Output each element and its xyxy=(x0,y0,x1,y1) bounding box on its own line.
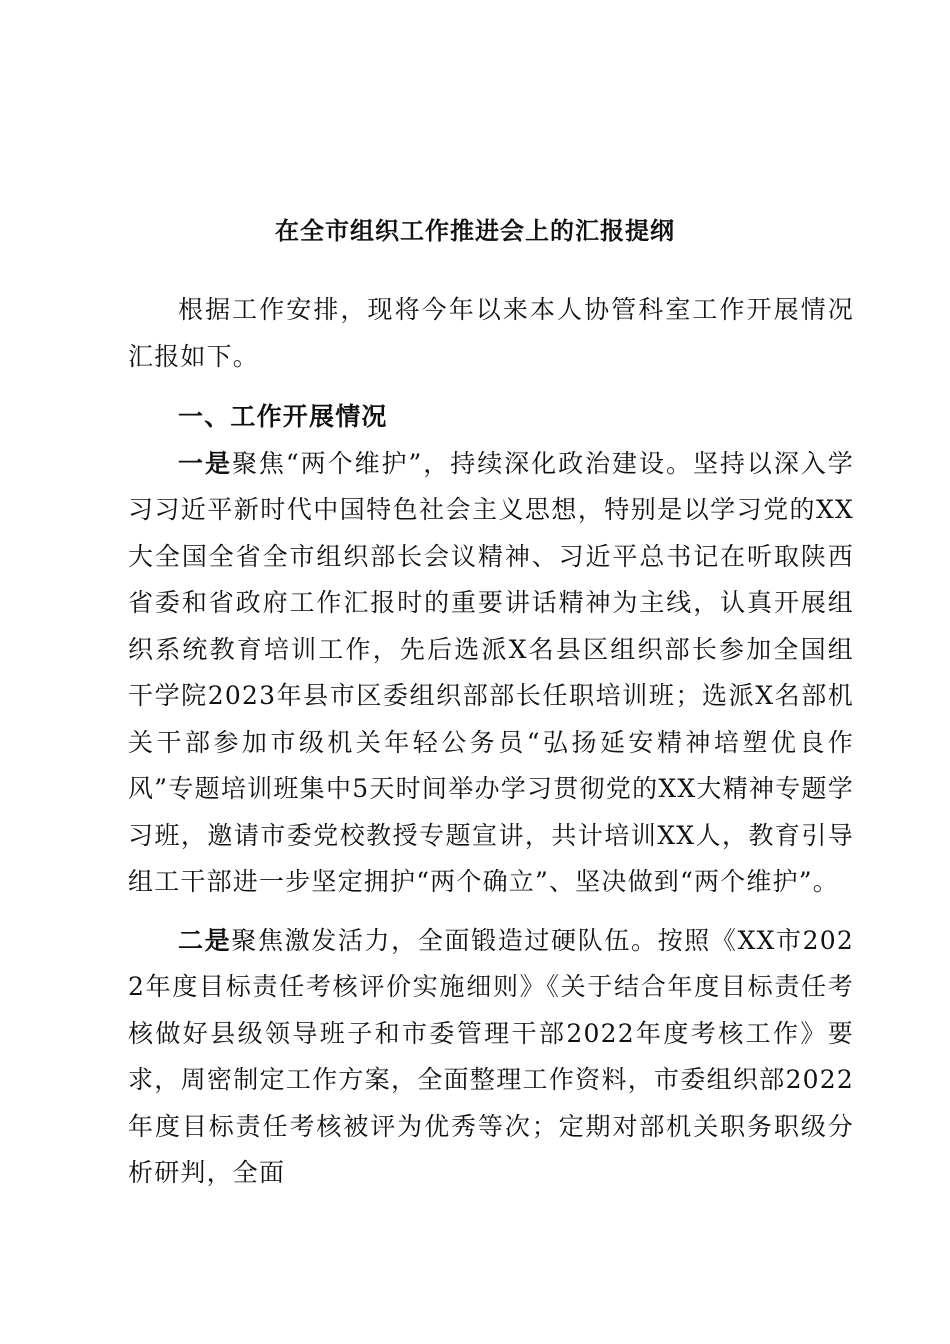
item-1-lead: 一是 xyxy=(178,448,232,478)
document-body xyxy=(128,287,854,1197)
item-2-paragraph xyxy=(128,918,854,1197)
item-2-text: 聚焦激发活力，全面锻造过硬队伍。按照《XX市2022年度目标责任考核评价实施细则》《关于结合年度目标责任考核做好县级领导班子和市委管理干部2022年度考核工作》要求，周密制定工作方案，全面整理工作资料，市委组织部2022年度目标责任考核被评为优秀等次；定期对部机关职务职级分析研判，全面 xyxy=(128,925,854,1187)
item-1-paragraph xyxy=(128,441,854,906)
item-1-text: 聚焦“两个维护”，持续深化政治建设。坚持以深入学习习近平新时代中国特色社会主义思想，特别是以学习党的XX大全国全省全市组织部长会议精神、习近平总书记在听取陕西省委和省政府工作汇报时的重要讲话精神为主线，认真开展组织系统教育培训工作，先后选派X名县区组织部长参加全国组干学院2023年县市区委组织部部长任职培训班；选派X名部机关干部参加市级机关年轻公务员“弘扬延安精神培塑优良作风”专题培训班集中5天时间举办学习贯彻党的XX大精神专题学习班，邀请市委党校教授专题宣讲，共计培训XX人，教育引导组工干部进一步坚定拥护“两个确立”、坚决做到“两个维护”。 xyxy=(128,448,854,896)
document-title: 在全市组织工作推进会上的汇报提纲 xyxy=(275,216,675,245)
intro-paragraph: 根据工作安排，现将今年以来本人协管科室工作开展情况汇报如下。 xyxy=(128,295,854,371)
section-heading: 一、工作开展情况 xyxy=(178,402,388,431)
item-2-lead: 二是 xyxy=(178,925,232,955)
